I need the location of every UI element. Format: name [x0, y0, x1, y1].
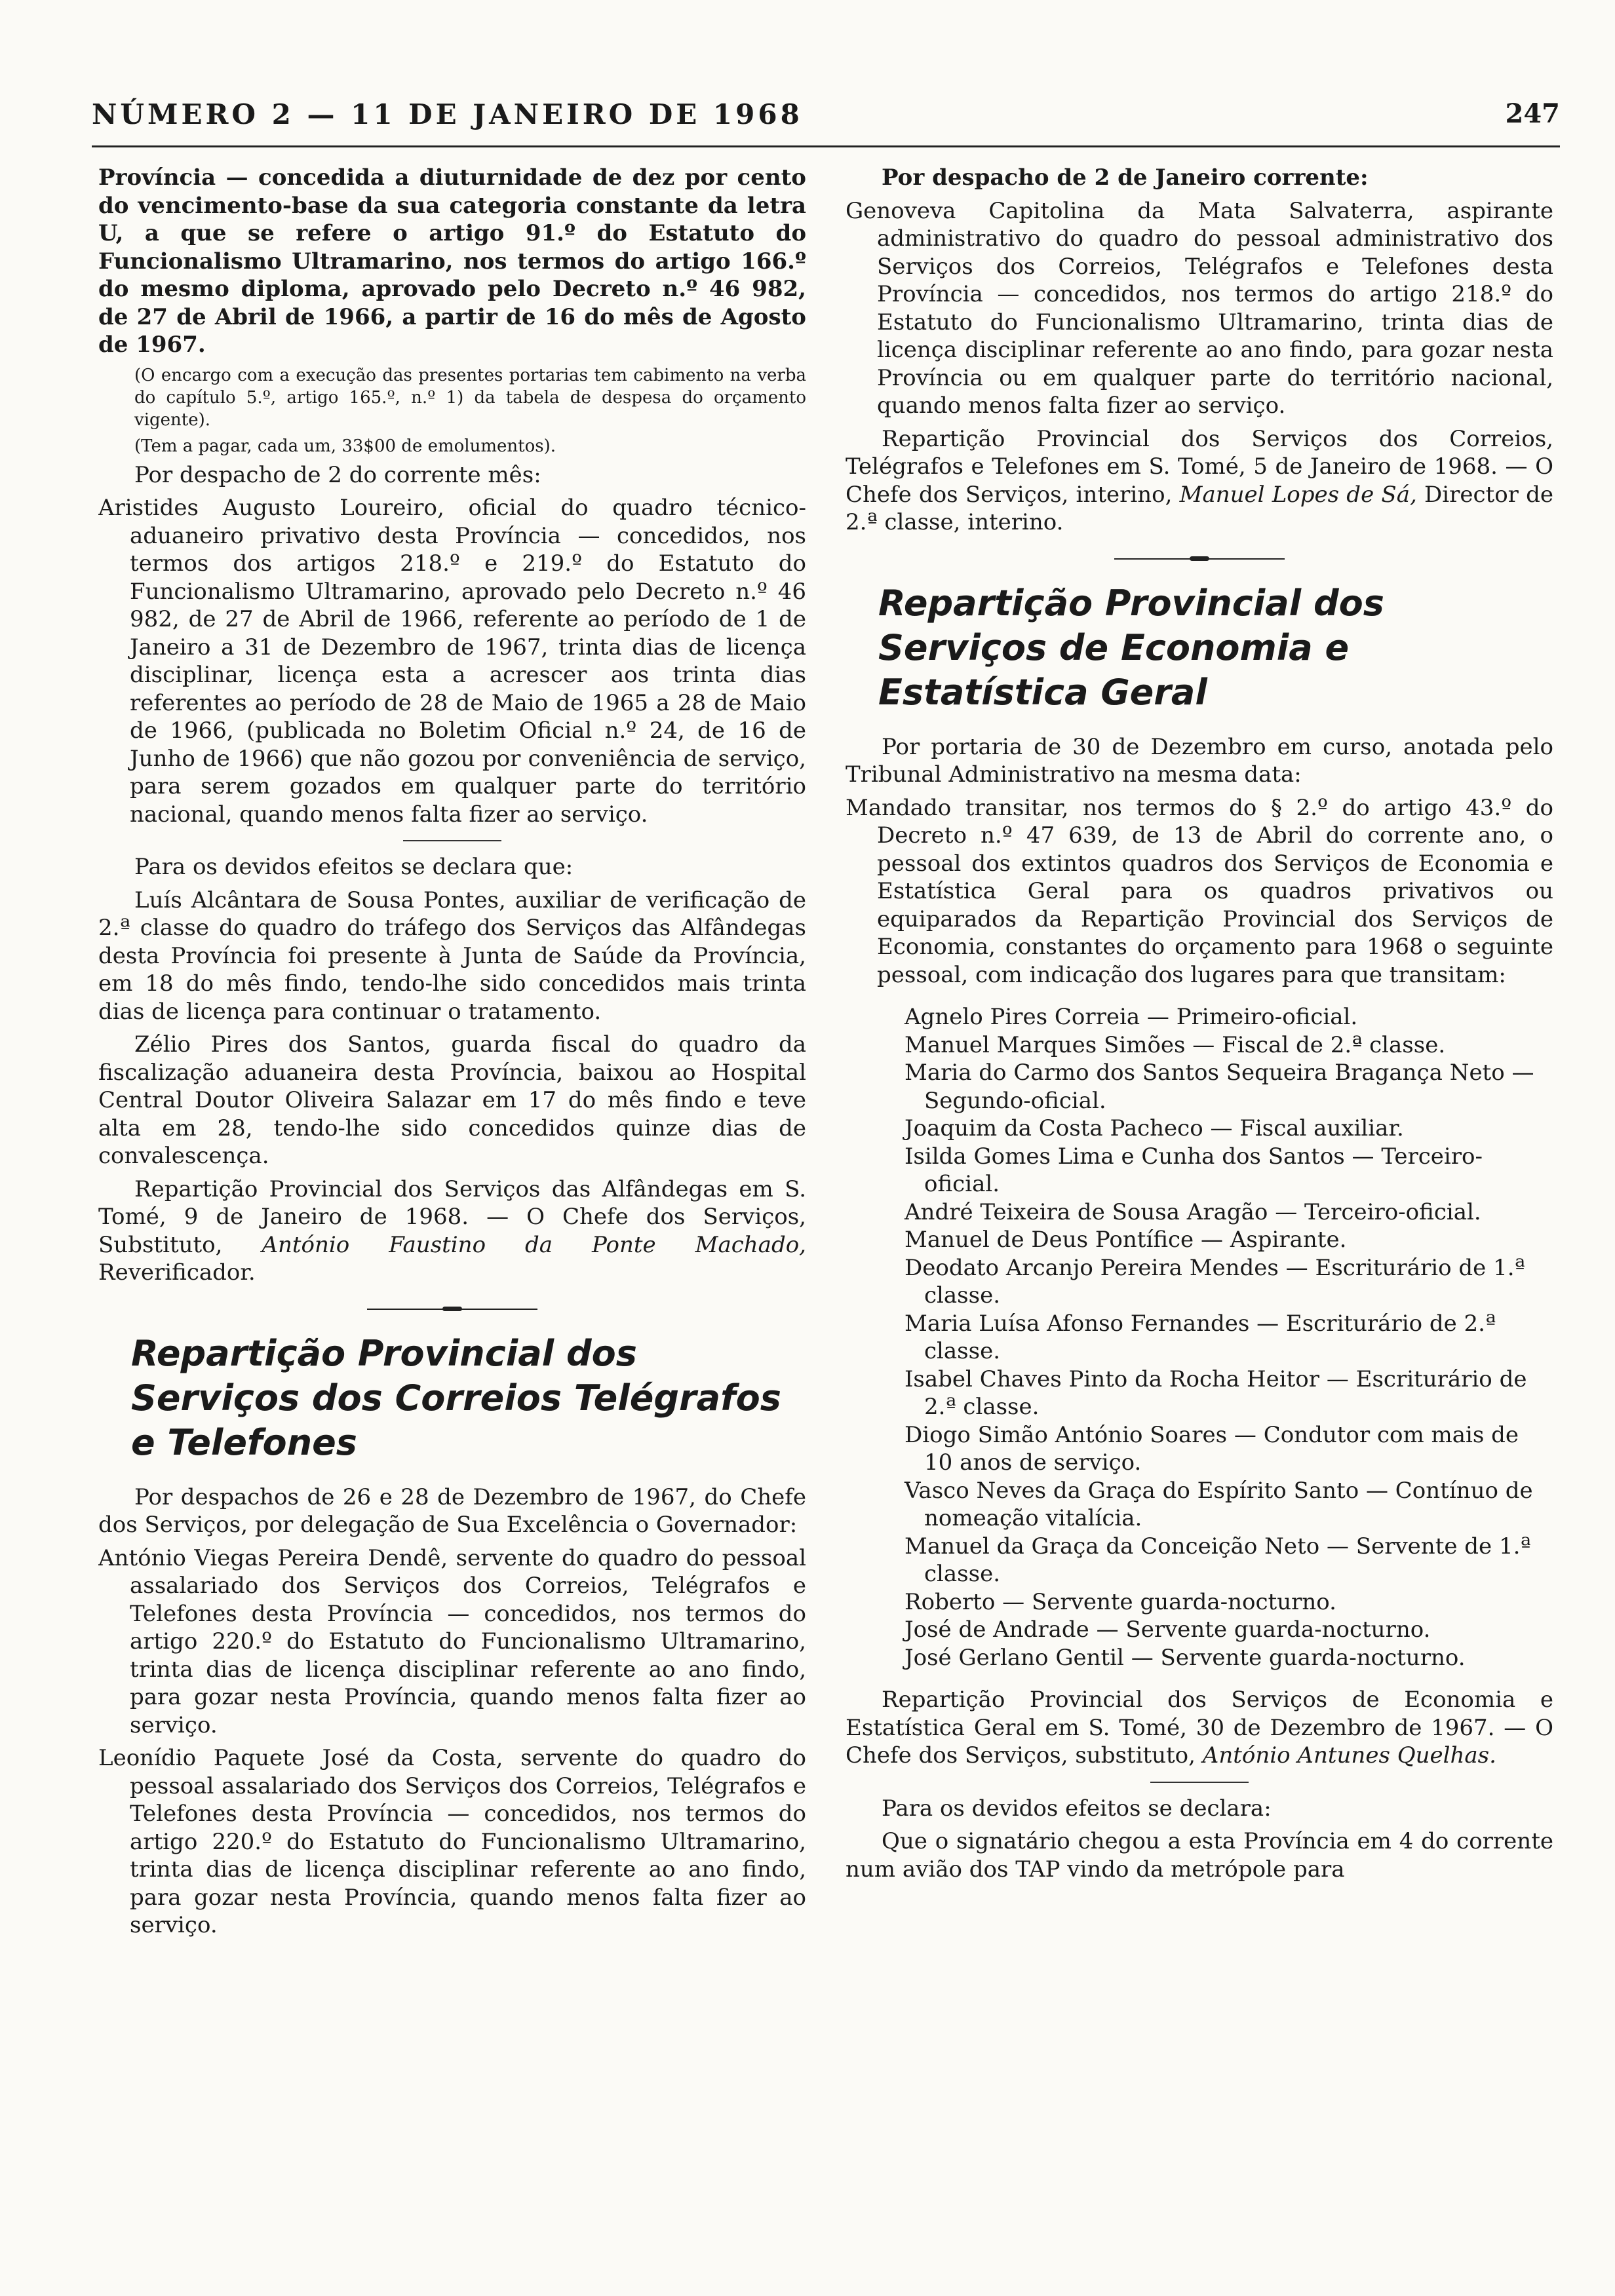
staff-item: José Gerlano Gentil — Servente guarda-nocturno.: [905, 1644, 1466, 1671]
signoff-text: Repartição Provincial dos Serviços das Alfândegas em S. Tomé, 9 de Janeiro de 1968. — O Chefe dos Serviços, Substituto,: [98, 1176, 806, 1258]
portaria-intro: Por portaria de 30 de Dezembro em curso, anotada pelo Tribunal Administrativo na mesma data:: [846, 733, 1553, 788]
staff-item: Manuel da Graça da Conceição Neto — Servente de 1.ª classe.: [905, 1533, 1531, 1587]
staff-item: Deodato Arcanjo Pereira Mendes — Escriturário de 1.ª classe.: [905, 1254, 1525, 1309]
section-separator: [367, 1307, 537, 1312]
signoff-role: Director de 2.ª classe, interino.: [846, 481, 1553, 535]
paragraph-zelio: Zélio Pires dos Santos, guarda fiscal do quadro da fiscalização aduaneira desta Província, baixou ao Hospital Central Doutor Oliveira Salazar em 17 do mês findo e teve alta em 28, tendo-lhe sido concedidos quinze dias de convalescença.: [98, 1031, 806, 1169]
note-encargo: (O encargo com a execução das presentes portarias tem cabimento na verba do capítulo 5.º, artigo 165.º, n.º 1) da tabela de despesa do orçamento vigente).: [134, 365, 806, 430]
header-rule: [92, 145, 1560, 147]
paragraph-leonidio: Leonídio Paquete José da Costa, servente do quadro do pessoal assalariado dos Serviços dos Correios, Telégrafos e Telefones desta Província — concedidos, nos termos do artigo 220.º do Estatuto do Funcionalismo Ultramarino, trinta dias de licença disciplinar referente ao ano findo, para gozar nesta Província, quando menos falta fizer ao serviço.: [98, 1745, 806, 1938]
staff-item: José de Andrade — Servente guarda-nocturno.: [905, 1617, 1431, 1643]
divider: [1150, 1782, 1249, 1783]
staff-item: Vasco Neves da Graça do Espírito Santo — Contínuo de nomeação vitalícia.: [905, 1477, 1533, 1531]
page-header: [92, 98, 1560, 138]
note-emolumentos: (Tem a pagar, cada um, 33$00 de emolumentos).: [134, 436, 556, 456]
divider: [403, 840, 501, 841]
despacho-intro: Por despacho de 2 de Janeiro corrente:: [882, 164, 1369, 191]
section-separator: [1114, 556, 1285, 562]
signoff-name: António Antunes Quelhas.: [1202, 1742, 1496, 1769]
declara-intro: Para os devidos efeitos se declara que:: [134, 854, 574, 880]
staff-item: Maria do Carmo dos Santos Sequeira Bragança Neto — Segundo-oficial.: [905, 1060, 1534, 1114]
section-heading-economia: Repartição Provincial dos Serviços de Economia e Estatística Geral: [878, 582, 1384, 713]
staff-item: Isilda Gomes Lima e Cunha dos Santos — Terceiro-oficial.: [905, 1143, 1483, 1197]
staff-list: [846, 1003, 1553, 1672]
issue-date: NÚMERO 2 — 11 DE JANEIRO DE 1968: [92, 98, 803, 130]
signoff-correios: [846, 425, 1553, 537]
paragraph-genoveva: Genoveva Capitolina da Mata Salvaterra, aspirante administrativo do quadro do pessoal administrativo dos Serviços dos Correios, Telégrafos e Telefones desta Província — concedidos, nos termos do artigo 218.º do Estatuto do Funcionalismo Ultramarino, trinta dias de licença disciplinar referente ao ano findo, para gozar nesta Província ou em qualquer parte do território nacional, quando menos falta fizer ao serviço.: [846, 197, 1553, 419]
staff-item: Roberto — Servente guarda-nocturno.: [905, 1588, 1336, 1615]
paragraph-final: Que o signatário chegou a esta Província em 4 do corrente num avião dos TAP vindo da metrópole para: [846, 1828, 1553, 1883]
signoff-role: Reverificador.: [98, 1259, 256, 1286]
staff-item: Maria Luísa Afonso Fernandes — Escriturário de 2.ª classe.: [905, 1310, 1496, 1364]
signoff-name: António Faustino da Ponte Machado,: [262, 1231, 806, 1258]
paragraph-diuturnidade: Província — concedida a diuturnidade de dez por cento do vencimento-base da sua categoria constante da letra U, a que se refere o artigo 91.º do Estatuto do Funcionalismo Ultramarino, nos termos do artigo 166.º do mesmo diploma, aprovado pelo Decreto n.º 46 982, de 27 de Abril de 1966, a partir de 16 do mês de Agosto de 1967.: [98, 164, 806, 358]
despacho-intro: Por despacho de 2 do corrente mês:: [134, 461, 541, 488]
signoff-name: Manuel Lopes de Sá,: [1179, 481, 1417, 508]
signoff-text: Repartição Provincial dos Serviços dos Correios, Telégrafos e Telefones em S. Tomé, 5 de Janeiro de 1968. — O Chefe dos Serviços, interino,: [846, 425, 1553, 508]
staff-item: Manuel Marques Simões — Fiscal de 2.ª classe.: [905, 1031, 1446, 1058]
left-column: [98, 164, 806, 2248]
staff-item: Isabel Chaves Pinto da Rocha Heitor — Escriturário de 2.ª classe.: [905, 1366, 1527, 1420]
page-number: 247: [1505, 98, 1560, 129]
staff-item: André Teixeira de Sousa Aragão — Terceiro-oficial.: [905, 1198, 1481, 1225]
signoff-alfandegas: [98, 1176, 806, 1287]
staff-item: Agnelo Pires Correia — Primeiro-oficial.: [905, 1004, 1358, 1030]
paragraph-aristides: Aristides Augusto Loureiro, oficial do quadro técnico-aduaneiro privativo desta Província — concedidos, nos termos dos artigos 218.º e 219.º do Estatuto do Funcionalismo Ultramarino, aprovado pelo Decreto n.º 46 982, de 27 de Abril de 1966, referente ao período de 1 de Janeiro a 31 de Dezembro de 1967, trinta dias de licença disciplinar, licença esta a acrescer aos trinta dias referentes ao período de 28 de Maio de 1965 a 28 de Maio de 1966, (publicada no Boletim Oficial n.º 24, de 16 de Junho de 1966) que não gozou por conveniência de serviço, para serem gozados em qualquer parte do território nacional, quando menos falta fizer ao serviço.: [98, 495, 806, 828]
right-column: [846, 164, 1553, 2248]
paragraph-mandado: Mandado transitar, nos termos do § 2.º do artigo 43.º do Decreto n.º 47 639, de 13 de Abril do corrente ano, o pessoal dos extintos quadros dos Serviços de Economia e Estatística Geral para os quadros privativos ou equiparados da Repartição Provincial dos Serviços de Economia, constantes do orçamento para 1968 o seguinte pessoal, com indicação dos lugares para que transitam:: [846, 794, 1553, 988]
despachos-intro: Por despachos de 26 e 28 de Dezembro de 1967, do Chefe dos Serviços, por delegação de Sua Excelência o Governador:: [98, 1483, 806, 1538]
staff-item: Diogo Simão António Soares — Condutor com mais de 10 anos de serviço.: [905, 1421, 1519, 1476]
staff-item: Joaquim da Costa Pacheco — Fiscal auxiliar.: [905, 1115, 1404, 1141]
paragraph-luis: Luís Alcântara de Sousa Pontes, auxiliar de verificação de 2.ª classe do quadro do tráfego dos Serviços das Alfândegas desta Província foi presente à Junta de Saúde da Província, em 18 do mês findo, tendo-lhe sido concedidos mais trinta dias de licença para continuar o tratamento.: [98, 887, 806, 1025]
signoff-text: Repartição Provincial dos Serviços de Economia e Estatística Geral em S. Tomé, 30 de Dezembro de 1967. — O Chefe dos Serviços, substituto,: [846, 1687, 1553, 1769]
section-heading-correios: Repartição Provincial dos Serviços dos Correios Telégrafos e Telefones: [131, 1332, 781, 1463]
staff-item: Manuel de Deus Pontífice — Aspirante.: [905, 1227, 1347, 1253]
paragraph-antonio: António Viegas Pereira Dendê, servente do quadro do pessoal assalariado dos Serviços dos Correios, Telégrafos e Telefones desta Província — concedidos, nos termos do artigo 220.º do Estatuto do Funcionalismo Ultramarino, trinta dias de licença disciplinar referente ao ano findo, para gozar nesta Província, quando menos falta fizer ao serviço.: [98, 1544, 806, 1738]
signoff-economia: [846, 1686, 1553, 1770]
declara-intro: Para os devidos efeitos se declara:: [882, 1795, 1272, 1822]
